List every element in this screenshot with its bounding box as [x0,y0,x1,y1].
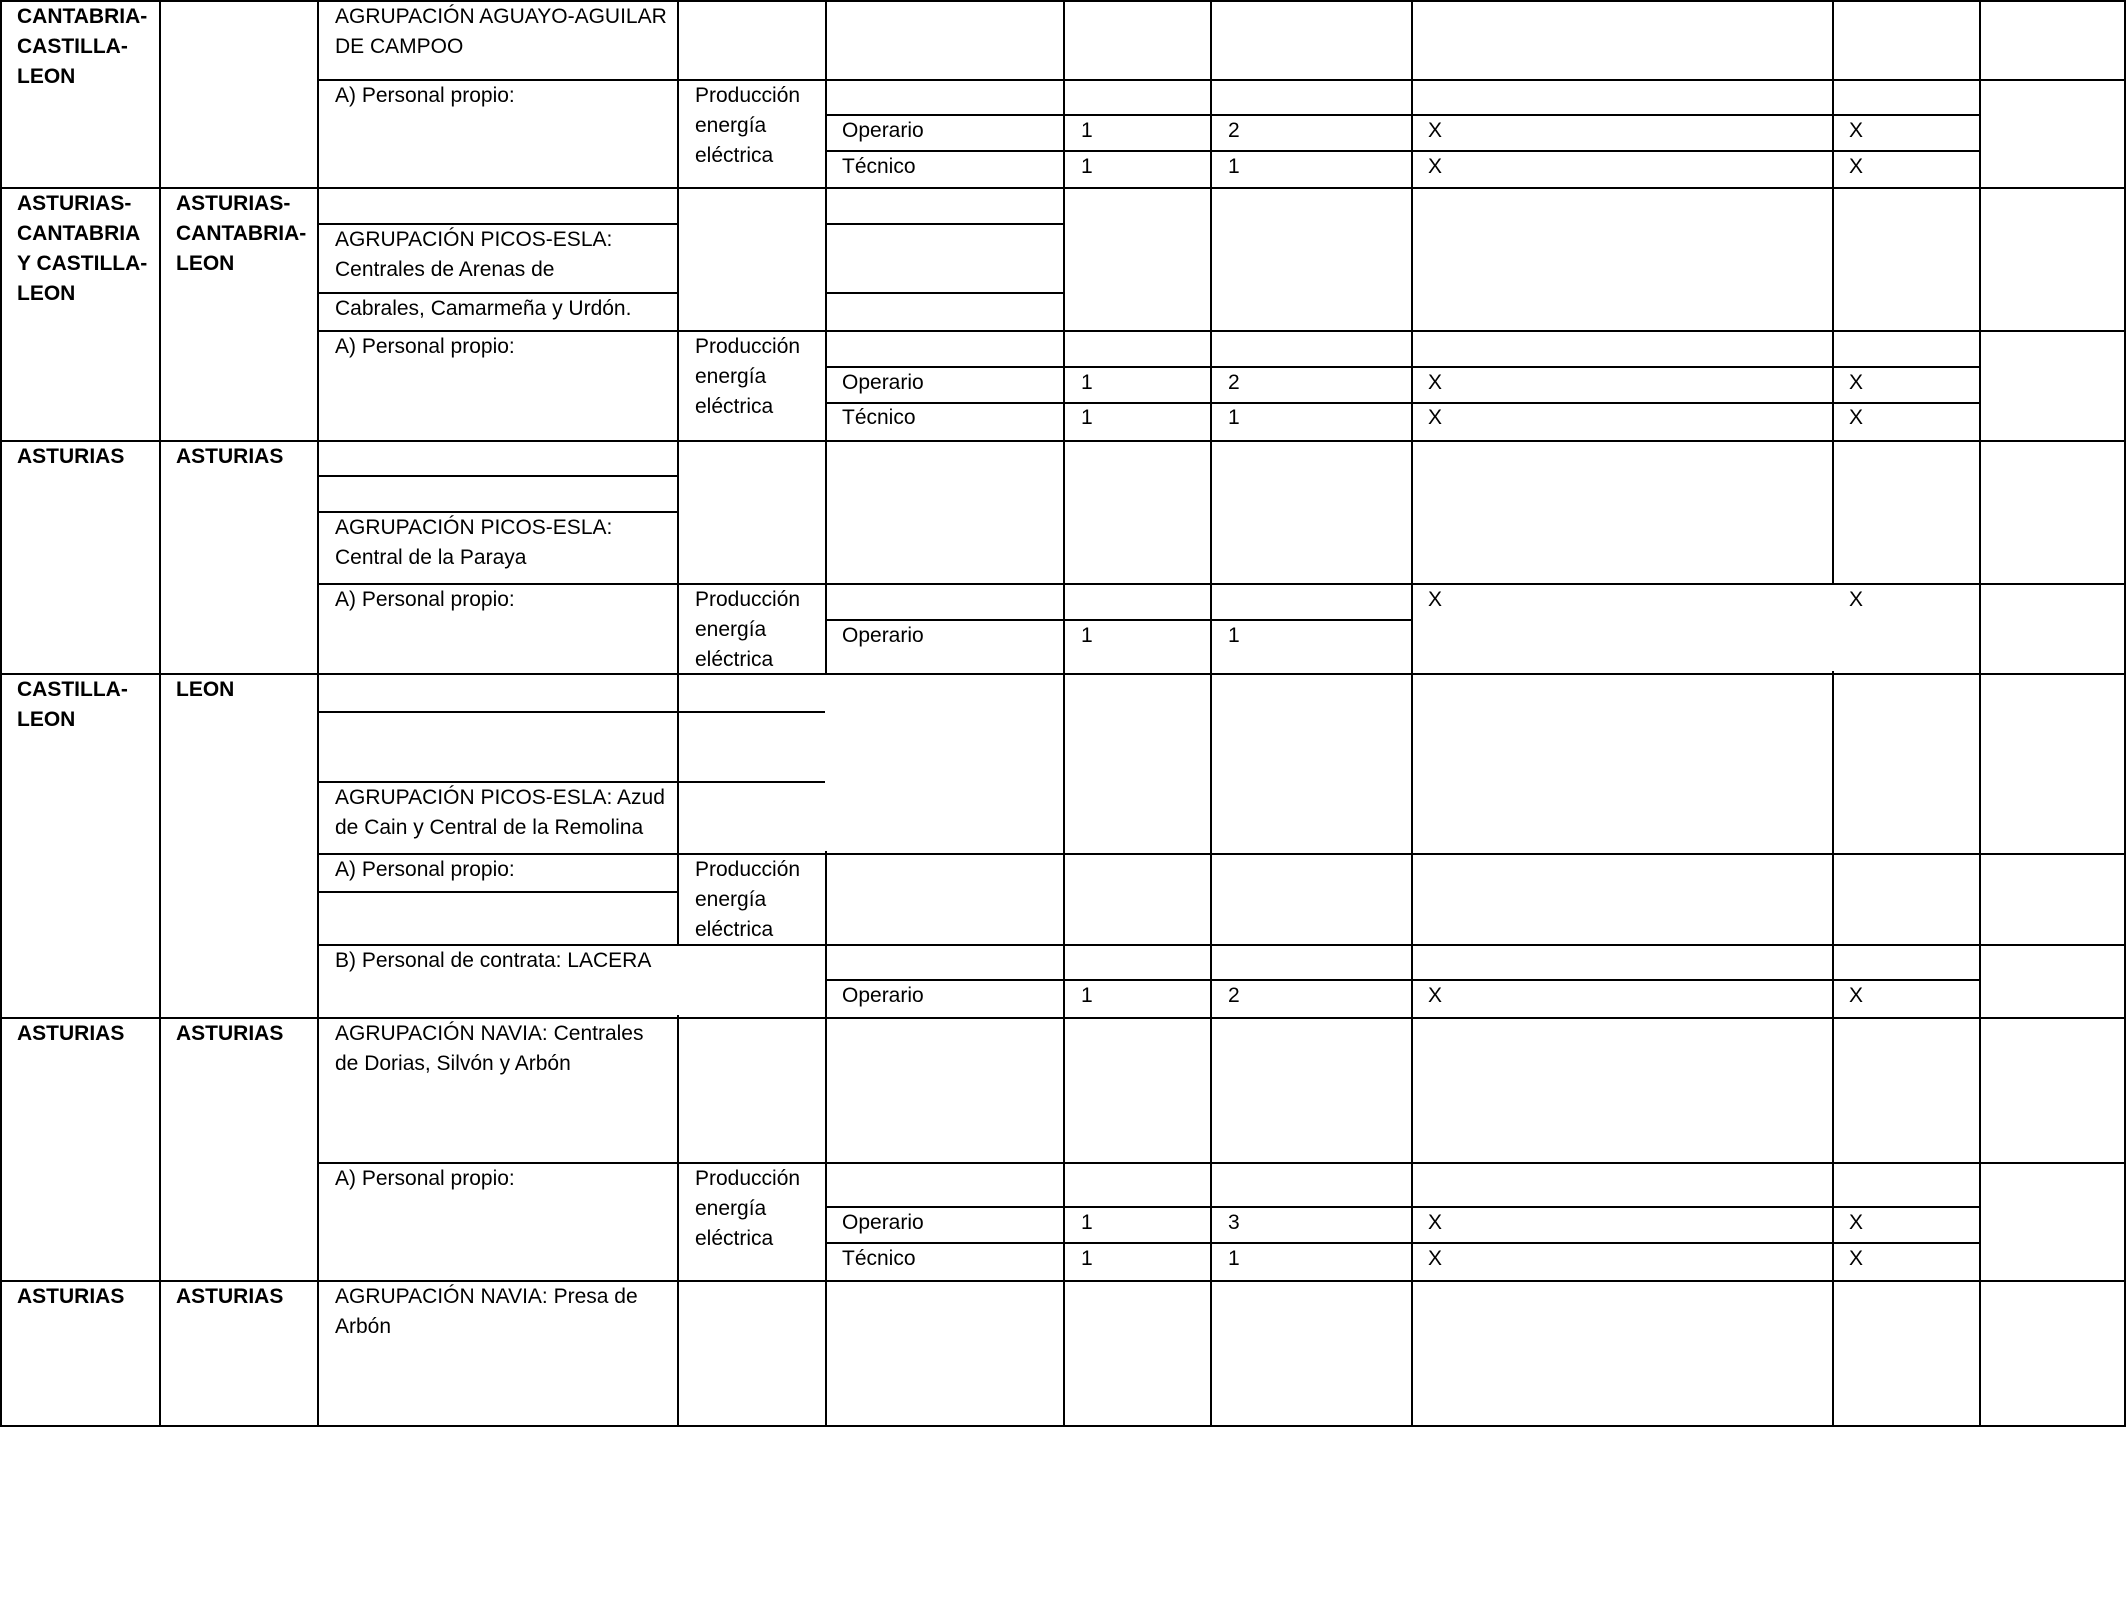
mark-cell: X [1428,588,1443,611]
count-cell: 2 [1228,371,1240,394]
count-cell: 1 [1081,155,1093,178]
mark-cell: X [1428,406,1443,429]
mark-cell: X [1428,1247,1443,1270]
activity-cell: Producción energía eléctrica [695,588,801,671]
count-cell: 1 [1228,155,1240,178]
mark-cell: X [1428,371,1443,394]
count-cell: 2 [1228,984,1240,1007]
activity-cell: Producción energía eléctrica [695,84,801,167]
contract-label: B) Personal de contrata: LACERA [335,949,652,972]
region-cell: ASTURIAS [17,1022,125,1045]
personal-label: A) Personal propio: [335,1167,515,1190]
mark-cell: X [1849,406,1864,429]
mark-cell: X [1849,588,1864,611]
role-cell: Técnico [842,155,916,178]
mark-cell: X [1849,155,1864,178]
group-title: AGRUPACIÓN PICOS-ESLA: Azud de Cain y Central de la Remolina [335,786,665,839]
personal-label: A) Personal propio: [335,335,515,358]
mark-cell: X [1849,1247,1864,1270]
region-cell: CANTABRIA- CASTILLA- LEON [17,5,148,88]
personal-label: A) Personal propio: [335,858,515,881]
mark-cell: X [1849,371,1864,394]
count-cell: 1 [1081,984,1093,1007]
count-cell: 2 [1228,119,1240,142]
role-cell: Operario [842,984,924,1007]
count-cell: 1 [1081,119,1093,142]
region-cell: ASTURIAS [17,1285,125,1308]
mark-cell: X [1849,1211,1864,1234]
count-cell: 1 [1081,624,1093,647]
count-cell: 1 [1228,624,1240,647]
role-cell: Operario [842,119,924,142]
province-cell: ASTURIAS [176,1285,284,1308]
province-cell: ASTURIAS- CANTABRIA- LEON [176,192,307,275]
count-cell: 1 [1081,371,1093,394]
role-cell: Técnico [842,1247,916,1270]
activity-cell: Producción energía eléctrica [695,858,801,941]
group-title: AGRUPACIÓN PICOS-ESLA: Central de la Paraya [335,516,613,569]
mark-cell: X [1849,984,1864,1007]
mark-cell: X [1428,119,1443,142]
count-cell: 1 [1081,406,1093,429]
group-title: AGRUPACIÓN NAVIA: Centrales de Dorias, Silvón y Arbón [335,1022,644,1075]
region-cell: ASTURIAS- CANTABRIA Y CASTILLA- LEON [17,192,148,305]
region-cell: CASTILLA- LEON [17,678,128,731]
group-title: AGRUPACIÓN NAVIA: Presa de Arbón [335,1285,638,1338]
region-cell: ASTURIAS [17,445,125,468]
province-cell: ASTURIAS [176,445,284,468]
activity-cell: Producción energía eléctrica [695,1167,801,1250]
count-cell: 1 [1081,1247,1093,1270]
group-title-cont: Cabrales, Camarmeña y Urdón. [335,297,632,320]
mark-cell: X [1428,155,1443,178]
province-cell: LEON [176,678,235,701]
count-cell: 3 [1228,1211,1240,1234]
count-cell: 1 [1228,406,1240,429]
count-cell: 1 [1228,1247,1240,1270]
personal-label: A) Personal propio: [335,84,515,107]
count-cell: 1 [1081,1211,1093,1234]
role-cell: Operario [842,371,924,394]
group-title: AGRUPACIÓN AGUAYO-AGUILAR DE CAMPOO [335,5,667,58]
mark-cell: X [1849,119,1864,142]
group-title: AGRUPACIÓN PICOS-ESLA: Centrales de Arenas de [335,228,613,281]
mark-cell: X [1428,984,1443,1007]
mark-cell: X [1428,1211,1443,1234]
personal-label: A) Personal propio: [335,588,515,611]
role-cell: Operario [842,624,924,647]
role-cell: Operario [842,1211,924,1234]
role-cell: Técnico [842,406,916,429]
activity-cell: Producción energía eléctrica [695,335,801,418]
province-cell: ASTURIAS [176,1022,284,1045]
